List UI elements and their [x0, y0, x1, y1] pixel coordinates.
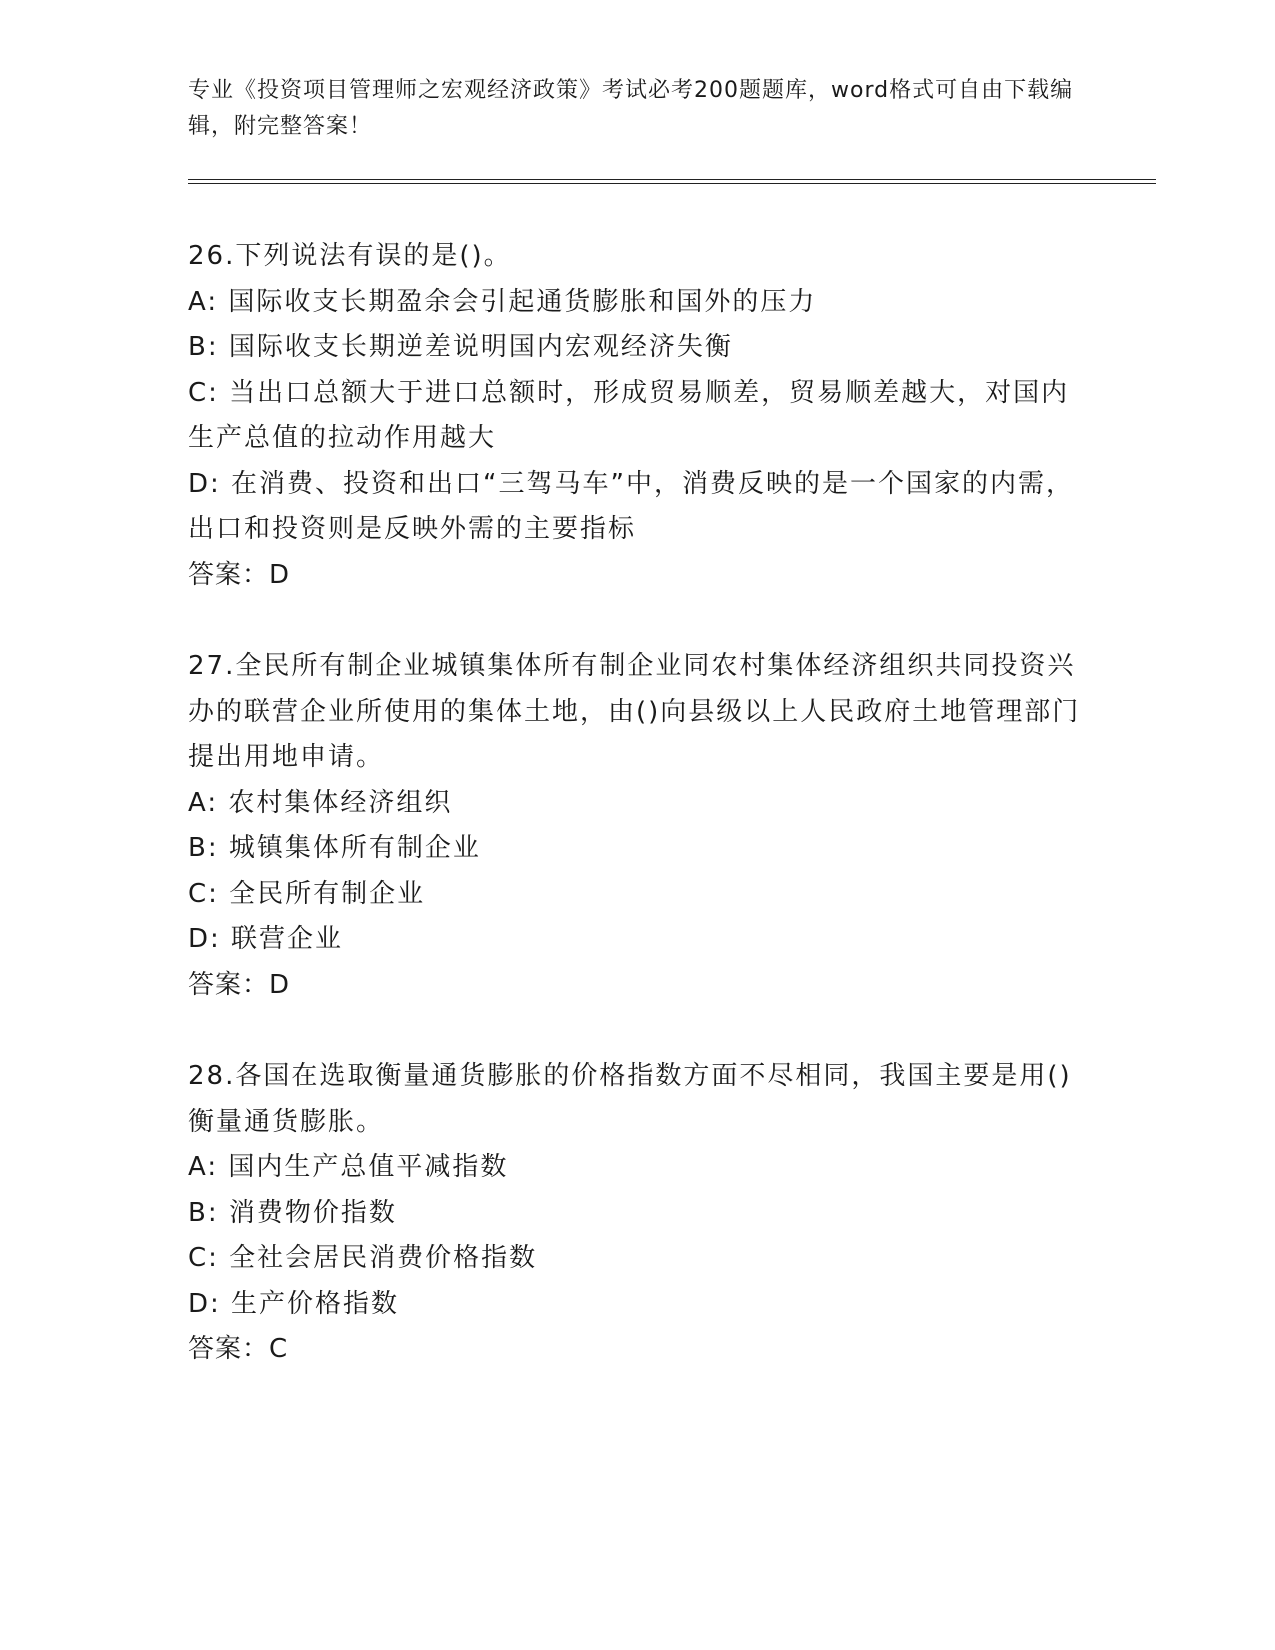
question-27 [188, 644, 1088, 1008]
option-c: C: 全社会居民消费价格指数 [188, 1243, 538, 1273]
document-header: 专业《投资项目管理师之宏观经济政策》考试必考200题题库，word格式可自由下载编辑，附完整答案！ [188, 78, 1074, 139]
question-stem: 26.下列说法有误的是()。 [188, 241, 512, 271]
question-stem: 27.全民所有制企业城镇集体所有制企业同农村集体经济组织共同投资兴办的联营企业所使用的集体土地，由()向县级以上人民政府土地管理部门提出用地申请。 [188, 651, 1081, 772]
option-d: D: 在消费、投资和出口“三驾马车”中，消费反映的是一个国家的内需，出口和投资则是反映外需的主要指标 [188, 468, 1074, 544]
option-a: A: 农村集体经济组织 [188, 787, 453, 818]
option-c: C: 当出口总额大于进口总额时，形成贸易顺差，贸易顺差越大，对国内生产总值的拉动作用越大 [188, 377, 1070, 453]
option-a: A: 国内生产总值平减指数 [188, 1152, 509, 1182]
question-28 [188, 1054, 1088, 1373]
option-b: B: 城镇集体所有制企业 [188, 833, 481, 863]
option-c: C: 全民所有制企业 [188, 878, 426, 909]
header-divider-bottom [188, 183, 1156, 184]
question-stem: 28.各国在选取衡量通货膨胀的价格指数方面不尽相同，我国主要是用()衡量通货膨胀。 [188, 1061, 1072, 1137]
option-b: B: 消费物价指数 [188, 1197, 397, 1228]
option-d: D: 生产价格指数 [188, 1288, 400, 1319]
answer: 答案：D [188, 969, 291, 1000]
question-26 [188, 234, 1088, 598]
option-b: B: 国际收支长期逆差说明国内宏观经济失衡 [188, 332, 733, 362]
option-a: A: 国际收支长期盈余会引起通货膨胀和国外的压力 [188, 286, 817, 317]
answer: 答案：D [188, 559, 291, 590]
option-d: D: 联营企业 [188, 924, 344, 954]
header-divider-top [188, 179, 1156, 180]
answer: 答案：C [188, 1334, 289, 1364]
